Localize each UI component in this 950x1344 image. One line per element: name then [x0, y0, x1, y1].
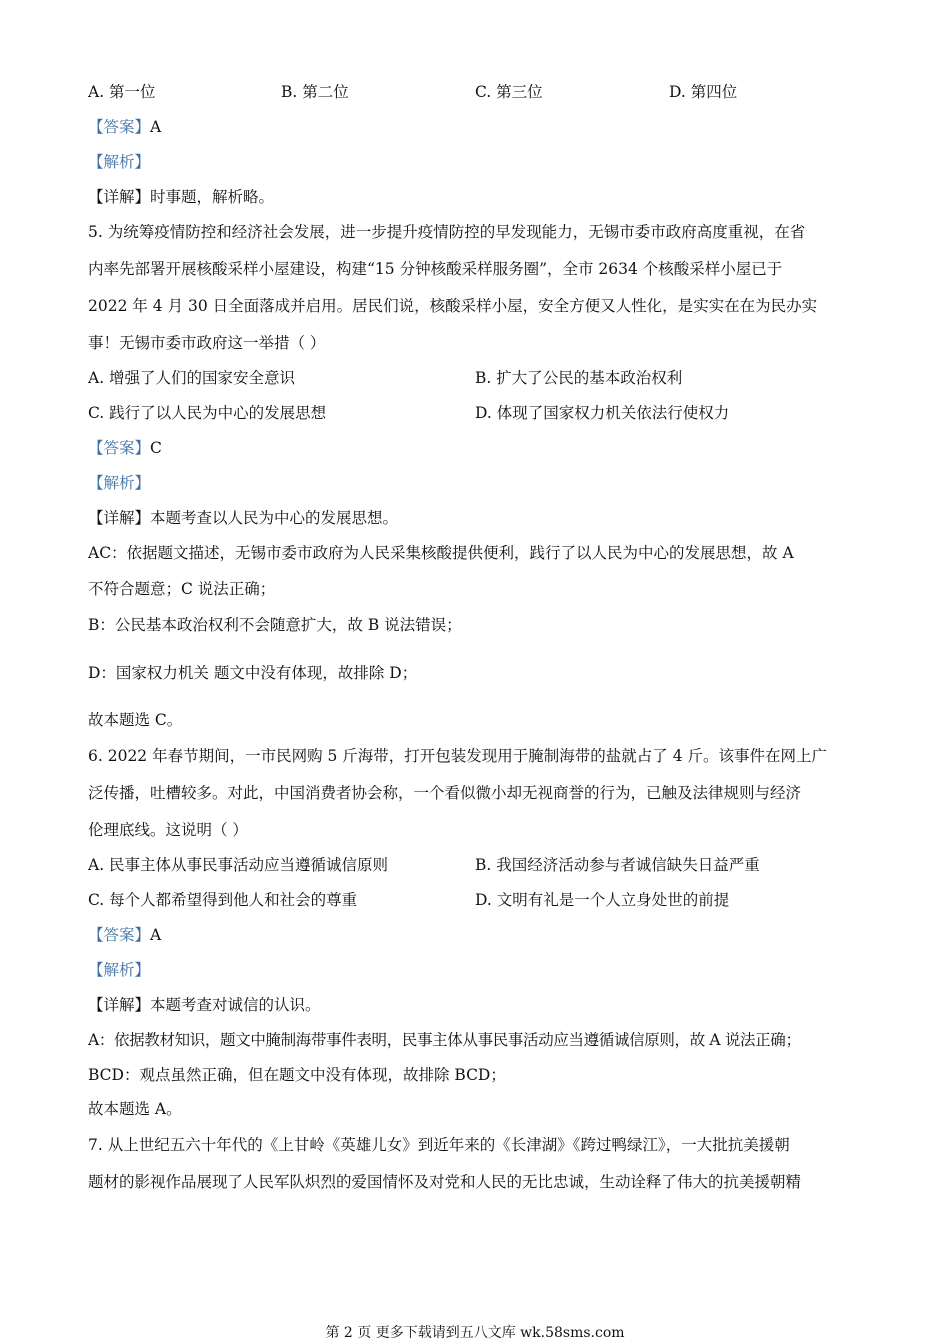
q6-answer — [88, 925, 161, 945]
detail-text: 时事题，解析略。 — [150, 188, 275, 206]
answer-value: C — [150, 439, 162, 457]
q6-option-c: C. 每个人都希望得到他人和社会的尊重 — [88, 891, 358, 909]
q5-answer — [88, 438, 162, 458]
q6-explain-line: 故本题选 A。 — [88, 1100, 182, 1118]
q5-option-b: B. 扩大了公民的基本政治权利 — [475, 369, 683, 387]
answer-tag: 【答案】 — [88, 439, 151, 457]
q6-explain-line: BCD：观点虽然正确，但在题文中没有体现，故排除 BCD； — [88, 1066, 506, 1084]
q5-stem-line: 内率先部署开展核酸采样小屋建设，构建“15 分钟核酸采样服务圈”，全市 2634 个核酸采样小屋已于 — [88, 260, 783, 278]
answer-tag: 【答案】 — [88, 118, 151, 136]
q6-option-b: B. 我国经济活动参与者诚信缺失日益严重 — [475, 856, 760, 874]
q6-stem-line: 6. 2022 年春节期间，一市民网购 5 斤海带，打开包装发现用于腌制海带的盐就占了 4 斤。该事件在网上广 — [88, 747, 828, 765]
q6-detail — [88, 995, 321, 1015]
q5-stem-line: 事！无锡市委市政府这一举措（ ） — [88, 334, 326, 352]
q5-option-d: D. 体现了国家权力机关依法行使权力 — [475, 404, 730, 422]
detail-tag: 【详解】 — [88, 188, 151, 206]
q4-detail — [88, 187, 274, 207]
q4-option-b: B. 第二位 — [281, 83, 349, 101]
q5-option-a: A. 增强了人们的国家安全意识 — [88, 369, 296, 387]
q5-option-c: C. 践行了以人民为中心的发展思想 — [88, 404, 327, 422]
answer-value: A — [150, 118, 162, 136]
q6-stem-line: 泛传播，吐槽较多。对此，中国消费者协会称，一个看似微小却无视商誉的行为，已触及法律规则与经济 — [88, 784, 802, 802]
detail-text: 本题考查以人民为中心的发展思想。 — [150, 509, 399, 527]
detail-tag: 【详解】 — [88, 996, 151, 1014]
q5-stem-line: 2022 年 4 月 30 日全面落成并启用。居民们说，核酸采样小屋，安全方便又人性化，是实实在在为民办实 — [88, 297, 818, 315]
q4-analysis-tag: 【解析】 — [88, 153, 151, 171]
q6-explain-line: A：依据教材知识，题文中腌制海带事件表明，民事主体从事民事活动应当遵循诚信原则，故 A 说法正确； — [88, 1031, 801, 1049]
q5-stem-line: 5. 为统筹疫情防控和经济社会发展，进一步提升疫情防控的早发现能力，无锡市委市政府高度重视，在省 — [88, 223, 806, 241]
q5-explain-line: AC：依据题文描述，无锡市委市政府为人民采集核酸提供便利，践行了以人民为中心的发展思想，故 A — [88, 544, 794, 562]
detail-tag: 【详解】 — [88, 509, 151, 527]
q5-explain-line: 故本题选 C。 — [88, 711, 183, 729]
q7-stem-line: 7. 从上世纪五六十年代的《上甘岭《英雄儿女》到近年来的《长津湖》《跨过鸭绿江》，一大批抗美援朝 — [88, 1136, 790, 1154]
detail-text: 本题考查对诚信的认识。 — [150, 996, 321, 1014]
q4-option-d: D. 第四位 — [669, 83, 738, 101]
q5-explain-line: B：公民基本政治权利不会随意扩大，故 B 说法错误； — [88, 616, 462, 634]
q5-analysis-tag: 【解析】 — [88, 474, 151, 492]
q4-option-c: C. 第三位 — [475, 83, 543, 101]
q6-analysis-tag: 【解析】 — [88, 961, 151, 979]
q4-answer — [88, 117, 161, 137]
page-footer: 第 2 页 更多下载请到五八文库 wk.58sms.com — [325, 1325, 625, 1341]
q6-option-d: D. 文明有礼是一个人立身处世的前提 — [475, 891, 730, 909]
q4-option-a: A. 第一位 — [88, 83, 156, 101]
q6-option-a: A. 民事主体从事民事活动应当遵循诚信原则 — [88, 856, 389, 874]
q7-stem-line: 题材的影视作品展现了人民军队炽烈的爱国情怀及对党和人民的无比忠诚，生动诠释了伟大的抗美援朝精 — [88, 1173, 802, 1191]
q5-explain-line: 不符合题意；C 说法正确； — [88, 580, 276, 598]
q6-stem-line: 伦理底线。这说明（ ） — [88, 821, 248, 839]
q5-detail — [88, 508, 398, 528]
answer-tag: 【答案】 — [88, 926, 151, 944]
answer-value: A — [150, 926, 162, 944]
q5-explain-line: D：国家权力机关 题文中没有体现，故排除 D； — [88, 664, 418, 682]
